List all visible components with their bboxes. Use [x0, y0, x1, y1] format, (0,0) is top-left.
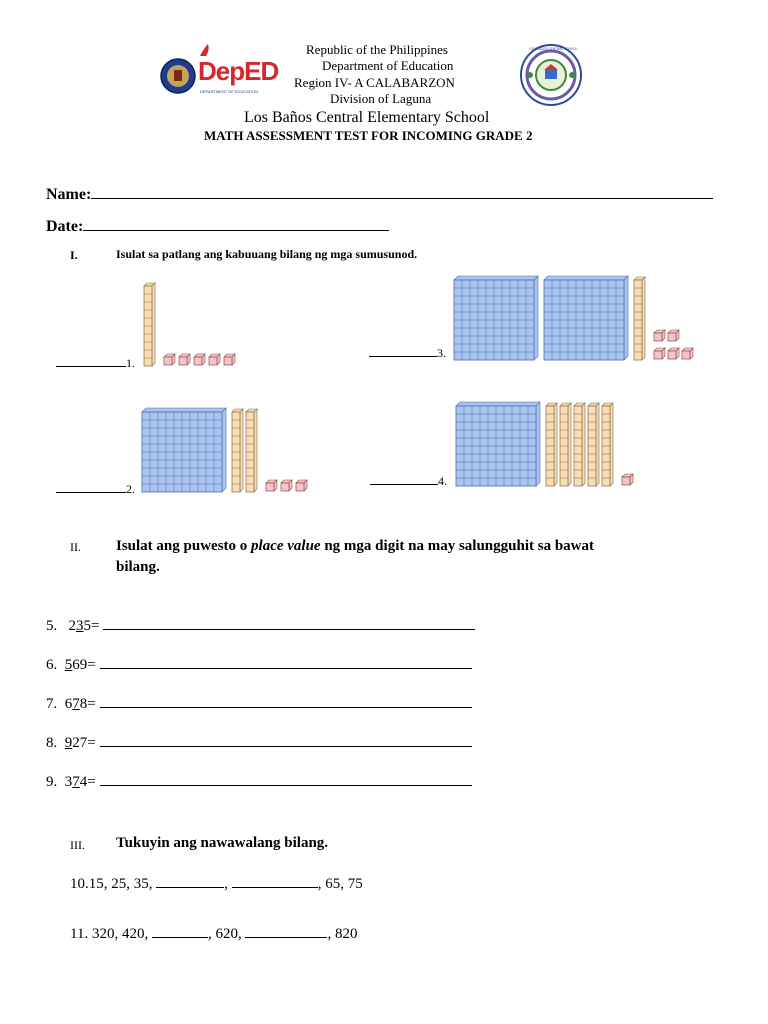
ten-rod	[232, 409, 243, 492]
section2-numeral: II.	[70, 540, 81, 554]
school-seal-icon	[520, 44, 582, 106]
answer-line-9[interactable]	[100, 784, 472, 786]
deped-logo	[160, 42, 279, 112]
deped-logo-subtext: DEPARTMENT OF EDUCATION	[200, 89, 259, 94]
header-department: Department of Education	[322, 58, 454, 73]
ten-rod	[602, 403, 613, 486]
deped-logo-text: DepED	[198, 56, 279, 86]
underlined-digit: 7	[72, 696, 80, 712]
section3-numeral: III.	[70, 838, 85, 852]
hundred-block	[142, 408, 226, 492]
one-cube	[194, 354, 205, 365]
test-title: MATH ASSESSMENT TEST FOR INCOMING GRADE 2	[204, 128, 533, 143]
one-cube	[668, 348, 679, 359]
one-cube	[224, 354, 235, 365]
item-label-3: 3.	[437, 346, 446, 360]
one-cube	[209, 354, 220, 365]
section3-instruction: Tukuyin ang nawawalang bilang.	[116, 835, 329, 851]
answer-line-6[interactable]	[100, 667, 472, 669]
name-blank[interactable]	[91, 197, 713, 199]
sequence-item-10: 10.15, 25, 35, , , 65, 75	[70, 876, 363, 892]
date-label: Date:	[46, 218, 84, 235]
missing-number-blank[interactable]	[232, 886, 318, 888]
school-name: Los Baños Central Elementary School	[244, 109, 490, 126]
item-label-2: 2.	[126, 482, 135, 496]
answer-line-7[interactable]	[100, 706, 472, 708]
date-blank[interactable]	[83, 229, 389, 231]
place-value-term: place value	[251, 538, 321, 554]
place-value-item-7: 7. 678=	[46, 696, 472, 713]
section2-instruction: Isulat ang puwesto o place value ng mga digit na may salungguhit sa bawat bilang.	[116, 538, 594, 575]
place-value-item-5: 5. 235=	[46, 618, 475, 635]
item-label-4: 4.	[438, 474, 447, 488]
ten-rod	[246, 409, 257, 492]
ten-rod	[574, 403, 585, 486]
hundred-block	[544, 276, 628, 360]
section1-instruction: Isulat sa patlang ang kabuuang bilang ng mga sumusunod.	[116, 247, 418, 261]
answer-blank-1[interactable]	[56, 356, 135, 371]
missing-number-blank[interactable]	[245, 936, 327, 938]
underlined-digit: 5	[64, 657, 73, 673]
base-ten-blocks-1	[142, 280, 272, 370]
place-value-item-6: 6. 569=	[46, 657, 472, 674]
name-field[interactable]	[46, 186, 713, 204]
answer-line-8[interactable]	[100, 745, 472, 747]
answer-blank-2[interactable]	[56, 482, 135, 497]
ten-rod	[144, 283, 155, 366]
school-seal	[520, 44, 582, 106]
item-label-1: 1.	[126, 356, 135, 370]
one-cube	[164, 354, 175, 365]
one-cube	[654, 348, 665, 359]
base-ten-blocks-2	[140, 406, 350, 496]
one-cube	[266, 480, 277, 491]
underlined-digit: 7	[72, 774, 80, 790]
one-cube	[296, 480, 307, 491]
one-cube	[179, 354, 190, 365]
place-value-item-8: 8. 927=	[46, 735, 472, 752]
sequence-item-11: 11. 320, 420, , 620, , 820	[70, 926, 358, 942]
ten-rod	[546, 403, 557, 486]
place-value-item-9: 9. 374=	[46, 774, 472, 791]
answer-blank-4[interactable]	[370, 474, 447, 489]
underlined-digit: 3	[76, 618, 84, 634]
hundred-block	[456, 402, 540, 486]
one-cube	[682, 348, 693, 359]
school-seal-text: LOS BAÑOS CENTRAL SCHOOL	[529, 47, 578, 51]
section1-numeral: I.	[70, 248, 78, 262]
base-ten-blocks-4	[454, 400, 684, 490]
one-cube	[281, 480, 292, 491]
underlined-digit: 9	[64, 735, 73, 751]
answer-blank-3[interactable]	[369, 346, 446, 361]
ten-rod	[588, 403, 599, 486]
header-region: Region IV- A CALABARZON	[294, 75, 455, 90]
one-cube	[654, 330, 665, 341]
hundred-block	[454, 276, 538, 360]
missing-number-blank[interactable]	[152, 936, 208, 938]
ten-rod	[560, 403, 571, 486]
one-cube	[668, 330, 679, 341]
name-label: Name:	[46, 186, 92, 203]
header-division: Division of Laguna	[330, 91, 432, 106]
answer-line-5[interactable]	[103, 628, 475, 630]
date-field[interactable]	[46, 218, 389, 236]
missing-number-blank[interactable]	[156, 886, 224, 888]
one-cube	[622, 474, 633, 485]
base-ten-blocks-3	[452, 274, 722, 364]
ten-rod	[634, 277, 645, 360]
header-republic: Republic of the Philippines	[306, 42, 448, 57]
